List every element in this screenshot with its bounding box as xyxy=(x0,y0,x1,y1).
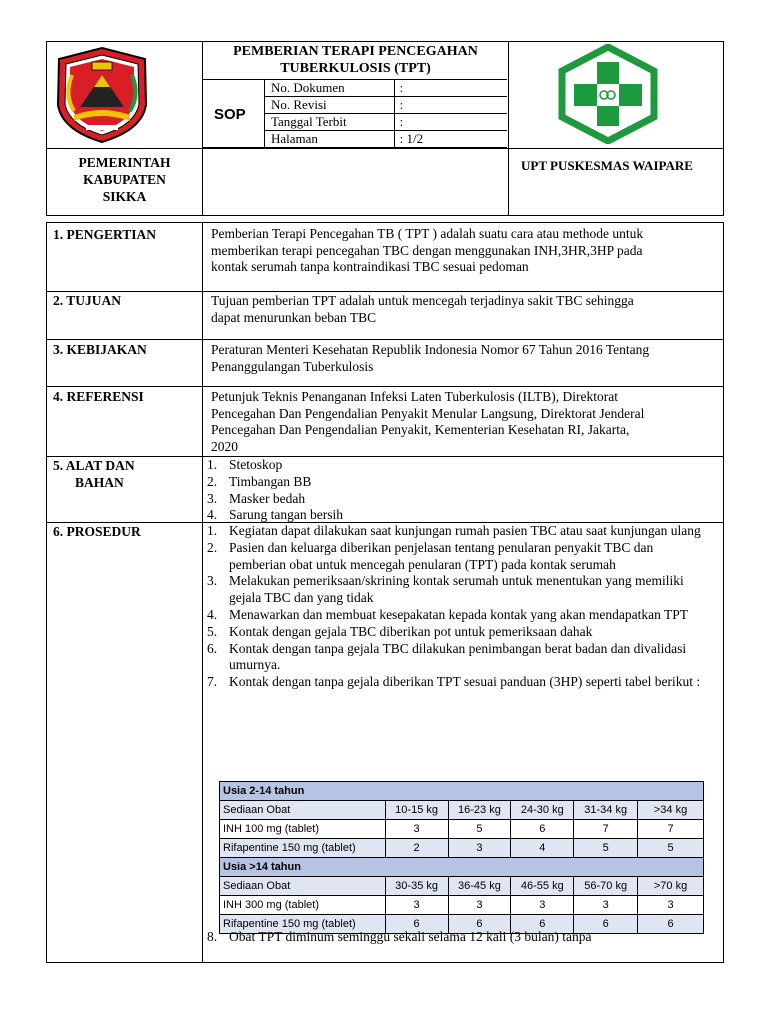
section-label-alat xyxy=(53,457,135,491)
document-meta xyxy=(265,80,507,148)
table-cell: 3 xyxy=(574,896,638,915)
prosedur-list xyxy=(207,523,707,691)
table-cell: Rifapentine 150 mg (tablet) xyxy=(220,915,386,934)
section-label-tujuan: 2. TUJUAN xyxy=(53,293,122,308)
section-label-referensi: 4. REFERENSI xyxy=(53,389,144,404)
section-label-kebijakan: 3. KEBIJAKAN xyxy=(53,342,147,357)
section-label-prosedur: 6. PROSEDUR xyxy=(53,524,141,539)
puskesmas-cross-logo xyxy=(554,44,662,144)
sop-label: SOP xyxy=(214,106,246,123)
table-cell: 30-35 kg xyxy=(385,877,448,896)
list-item: 6. Kontak dengan tanpa gejala TBC dilakukan penimbangan berat badan dan divalidasi umurnya. xyxy=(207,640,687,673)
section-text-referensi xyxy=(211,389,717,455)
meta-value-revisi: : xyxy=(399,97,404,112)
table-cell: 7 xyxy=(638,820,704,839)
section-label-pengertian: 1. PENGERTIAN xyxy=(53,227,157,242)
table-cell: 10-15 kg xyxy=(385,801,448,820)
text-line: Pemberian Terapi Pencegahan TB ( TPT ) adalah suatu cara atau methode untuk xyxy=(211,226,644,241)
text-line: kontak serumah tanpa kontraindikasi TBC sesuai pedoman xyxy=(211,259,529,274)
dose-table xyxy=(219,781,704,934)
meta-label-revisi: No. Revisi xyxy=(271,97,327,112)
table-cell: 3 xyxy=(638,896,704,915)
left-org-line-1: PEMERINTAH xyxy=(78,155,171,170)
text-line: 2020 xyxy=(211,438,238,454)
list-item: 1. Kegiatan dapat dilakukan saat kunjungan rumah pasien TBC atau saat kunjungan ulang xyxy=(207,523,701,538)
table-cell: 31-34 kg xyxy=(574,801,638,820)
text-line: Pencegahan Dan Pengendalian Penyakit Menular Langsung, Direktorat Jenderal xyxy=(211,405,645,421)
table-cell: 4 xyxy=(511,839,574,858)
left-org-line-2: KABUPATEN xyxy=(83,172,166,187)
table-cell: 56-70 kg xyxy=(574,877,638,896)
table-cell: 2 xyxy=(385,839,448,858)
table-cell: INH 100 mg (tablet) xyxy=(220,820,386,839)
table-cell: 6 xyxy=(448,915,511,934)
table-cell: 3 xyxy=(448,839,511,858)
list-item: 7. Kontak dengan tanpa gejala diberikan TPT sesuai panduan (3HP) seperti tabel berikut : xyxy=(207,674,701,690)
table-cell: 5 xyxy=(638,839,704,858)
meta-label-halaman: Halaman xyxy=(271,131,318,146)
list-item: 5. Kontak dengan gejala TBC diberikan pot untuk pemeriksaan dahak xyxy=(207,623,593,639)
left-org-name xyxy=(47,154,202,205)
title-line-1: PEMBERIAN TERAPI PENCEGAHAN xyxy=(233,44,478,59)
table-cell: 3 xyxy=(385,896,448,915)
section-text-tujuan xyxy=(211,293,719,326)
table-cell: Rifapentine 150 mg (tablet) xyxy=(220,839,386,858)
meta-value-halaman: : 1/2 xyxy=(399,131,424,146)
table-header-row xyxy=(220,801,704,820)
table-row xyxy=(220,896,704,915)
list-item: 1. Stetoskop xyxy=(207,457,283,472)
regency-crest-logo xyxy=(50,45,155,145)
meta-value-dokumen: : xyxy=(399,80,404,95)
table-cell: Sediaan Obat xyxy=(220,801,386,820)
list-item: 4. Menawarkan dan membuat kesepakatan kepada kontak yang akan mendapatkan TPT xyxy=(207,606,688,622)
label-line: 5. ALAT DAN xyxy=(53,458,135,473)
table-cell: 24-30 kg xyxy=(511,801,574,820)
table-cell: 16-23 kg xyxy=(448,801,511,820)
table-row xyxy=(220,820,704,839)
table-header-row xyxy=(220,877,704,896)
table-cell: 6 xyxy=(638,915,704,934)
right-org-name: UPT PUSKESMAS WAIPARE xyxy=(521,158,693,173)
table-cell: 6 xyxy=(574,915,638,934)
text-line: Pencegahan Dan Pengendalian Penyakit, Kementerian Kesehatan RI, Jakarta, xyxy=(211,422,630,437)
table-cell: INH 300 mg (tablet) xyxy=(220,896,386,915)
group-title: Usia >14 tahun xyxy=(220,858,704,877)
left-org-line-3: SIKKA xyxy=(102,189,147,204)
meta-value-tanggal: : xyxy=(399,114,404,129)
text-line: Petunjuk Teknis Penanganan Infeksi Laten Tuberkulosis (ILTB), Direktorat xyxy=(211,389,618,404)
table-cell: 5 xyxy=(448,820,511,839)
table-cell: 46-55 kg xyxy=(511,877,574,896)
label-line: BAHAN xyxy=(75,475,124,490)
document-title xyxy=(203,43,508,77)
group-title-row xyxy=(220,782,704,801)
list-item: 3. Masker bedah xyxy=(207,490,306,506)
alat-list xyxy=(207,457,717,524)
table-cell: Sediaan Obat xyxy=(220,877,386,896)
section-text-pengertian xyxy=(211,226,719,276)
list-item: 2. Timbangan BB xyxy=(207,473,312,489)
text-line: dapat menurunkan beban TBC xyxy=(211,309,377,325)
meta-label-tanggal: Tanggal Terbit xyxy=(271,114,347,129)
group-title-row xyxy=(220,858,704,877)
title-line-2: TUBERKULOSIS (TPT) xyxy=(280,61,431,76)
prosedur-list-continued xyxy=(207,929,707,946)
table-cell: >70 kg xyxy=(638,877,704,896)
table-cell: 3 xyxy=(511,896,574,915)
list-item: 8. Obat TPT diminum seminggu sekali selama 12 kali (3 bulan) tanpa xyxy=(207,929,592,944)
meta-label-dokumen: No. Dokumen xyxy=(271,80,345,95)
table-cell: 3 xyxy=(385,820,448,839)
table-cell: 6 xyxy=(385,915,448,934)
table-cell: >34 kg xyxy=(638,801,704,820)
table-cell: 7 xyxy=(574,820,638,839)
table-cell: 6 xyxy=(511,820,574,839)
text-line: memberikan terapi pencegahan TBC dengan menggunakan INH,3HR,3HP pada xyxy=(211,242,643,258)
table-cell: 6 xyxy=(511,915,574,934)
list-item: 4. Sarung tangan bersih xyxy=(207,507,343,523)
text-line: Peraturan Menteri Kesehatan Republik Indonesia Nomor 67 Tahun 2016 Tentang xyxy=(211,342,650,357)
table-row xyxy=(220,839,704,858)
table-cell: 36-45 kg xyxy=(448,877,511,896)
table-cell: 5 xyxy=(574,839,638,858)
section-text-kebijakan xyxy=(211,342,719,375)
text-line: Penanggulangan Tuberkulosis xyxy=(211,358,374,374)
list-item: 2. Pasien dan keluarga diberikan penjelasan tentang penularan penyakit TBC dan pemberian obat untuk mencegah penularan (TPT) pada kontak serumah xyxy=(207,539,654,572)
group-title: Usia 2-14 tahun xyxy=(220,782,704,801)
text-line: Tujuan pemberian TPT adalah untuk mencegah terjadinya sakit TBC sehingga xyxy=(211,293,634,308)
table-cell: 3 xyxy=(448,896,511,915)
list-item: 3. Melakukan pemeriksaan/skrining kontak serumah untuk menentukan yang memiliki gejala TBC dan yang tidak xyxy=(207,573,684,606)
